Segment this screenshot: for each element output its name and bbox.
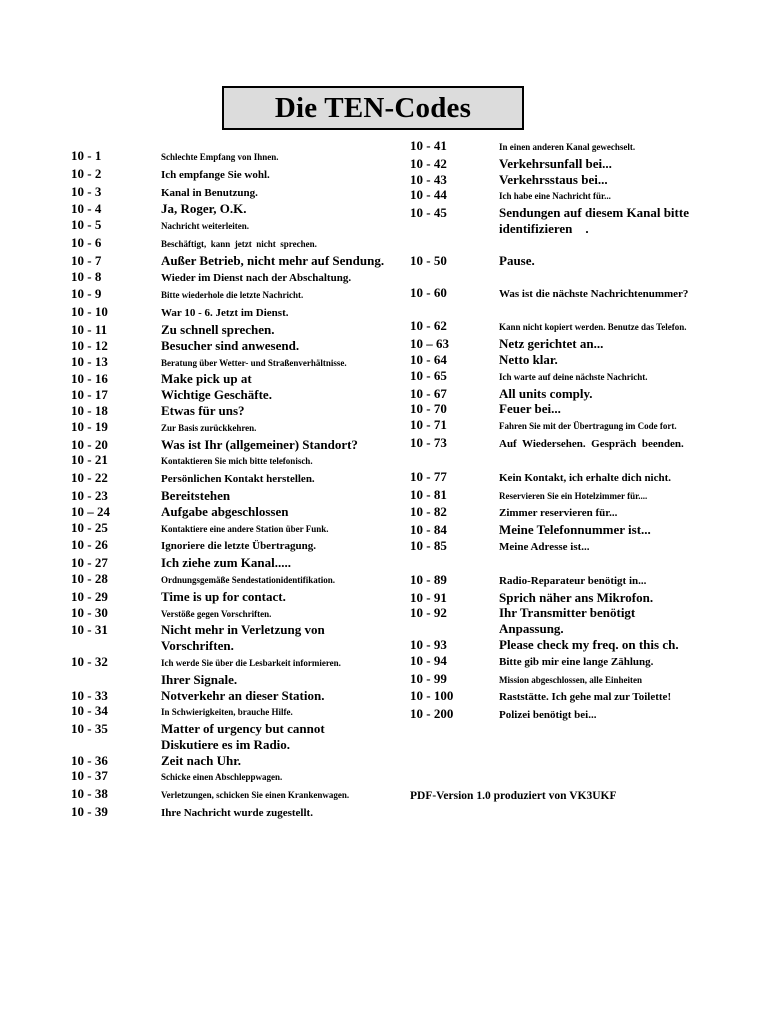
code-number: 10 - 64 <box>410 351 447 367</box>
code-row <box>71 217 401 235</box>
code-number: 10 - 17 <box>71 387 108 403</box>
code-row <box>410 671 740 689</box>
code-row <box>410 156 740 172</box>
code-number: 10 - 6 <box>71 234 102 250</box>
code-description: Verkehrsstaus bei... <box>499 171 608 187</box>
code-description: Polizei benötigt bei... <box>499 709 597 722</box>
code-description: Vorschriften. <box>161 638 234 654</box>
code-row <box>410 435 740 453</box>
code-row <box>410 688 740 706</box>
code-row <box>410 572 740 590</box>
code-description: Ihrer Signale. <box>161 671 238 687</box>
code-description: Ich habe eine Nachricht für... <box>499 191 611 202</box>
code-row <box>71 338 401 354</box>
code-number: 10 - 93 <box>410 636 447 652</box>
code-row <box>410 138 740 156</box>
code-row <box>71 786 401 804</box>
code-description: Persönlichen Kontakt herstellen. <box>161 473 315 486</box>
code-row <box>71 571 401 589</box>
code-description: Bitte wiederhole die letzte Nachricht. <box>161 290 304 301</box>
code-number: 10 - 22 <box>71 470 108 486</box>
code-row <box>410 637 740 653</box>
code-row <box>71 269 401 287</box>
code-number: 10 - 94 <box>410 652 447 668</box>
code-description: Netto klar. <box>499 351 558 367</box>
code-row <box>410 487 740 505</box>
code-number: 10 - 31 <box>71 622 108 638</box>
code-description: Ja, Roger, O.K. <box>161 201 247 217</box>
code-description: Meine Adresse ist... <box>499 540 590 553</box>
code-number: 10 - 20 <box>71 436 108 452</box>
code-description: Mission abgeschlossen, alle Einheiten <box>499 674 643 685</box>
code-row <box>71 804 401 822</box>
code-description: Ich werde Sie über die Lesbarkeit informieren. <box>161 657 341 668</box>
code-row <box>410 285 740 303</box>
code-description: Kanal in Benutzung. <box>161 186 258 199</box>
code-number: 10 - 16 <box>71 371 108 387</box>
code-number: 10 - 82 <box>410 504 447 520</box>
code-number: 10 - 84 <box>410 522 447 538</box>
code-description: Schlechte Empfang von Ihnen. <box>161 152 279 162</box>
code-description: Radio-Reparateur benötigt in... <box>499 574 647 587</box>
code-number: 10 - 43 <box>410 171 447 187</box>
code-description: Besucher sind anwesend. <box>161 337 300 353</box>
code-row <box>71 184 401 202</box>
code-number: 10 - 36 <box>71 752 108 768</box>
code-row <box>410 318 740 336</box>
code-row <box>71 737 401 753</box>
code-description: Please check my freq. on this ch. <box>499 636 679 652</box>
code-number: 10 - 89 <box>410 571 447 587</box>
code-number: 10 - 200 <box>410 706 454 722</box>
code-number: 10 - 28 <box>71 570 108 586</box>
code-row <box>71 387 401 403</box>
code-number: 10 - 60 <box>410 284 447 300</box>
code-number: 10 - 42 <box>410 155 447 171</box>
code-row <box>71 703 401 721</box>
code-description: Zeit nach Uhr. <box>161 752 242 768</box>
code-row <box>410 187 740 205</box>
code-row <box>410 706 740 724</box>
code-row <box>71 437 401 453</box>
code-description: Diskutiere es im Radio. <box>161 736 291 752</box>
code-row <box>71 537 401 555</box>
code-description: Was ist die nächste Nachrichtenummer? <box>499 287 689 300</box>
code-description: identifizieren . <box>499 220 589 236</box>
code-row <box>410 205 740 221</box>
code-row <box>410 417 740 435</box>
list-spacer <box>410 269 740 285</box>
code-description: Ich warte auf deine nächste Nachricht. <box>499 371 648 382</box>
list-spacer <box>410 453 740 469</box>
code-description: Ich ziehe zum Kanal..... <box>161 555 291 571</box>
code-description: Raststätte. Ich gehe mal zur Toilette! <box>499 691 672 704</box>
code-number: 10 – 24 <box>71 503 110 519</box>
code-row <box>71 304 401 322</box>
code-row <box>410 590 740 606</box>
code-number: 10 - 45 <box>410 205 447 221</box>
code-row <box>71 322 401 338</box>
page-title: Die TEN-Codes <box>274 91 472 124</box>
code-number: 10 - 12 <box>71 337 108 353</box>
code-row <box>71 753 401 769</box>
code-number: 10 - 32 <box>71 653 108 669</box>
code-description: Was ist Ihr (allgemeiner) Standort? <box>161 436 358 452</box>
code-row <box>410 621 740 637</box>
code-number: 10 - 3 <box>71 183 102 199</box>
code-row <box>410 352 740 368</box>
code-description: Beschäftigt, kann jetzt nicht sprechen. <box>161 238 317 249</box>
code-number: 10 - 9 <box>71 286 102 302</box>
code-row <box>410 653 740 671</box>
code-description: Schicke einen Abschleppwagen. <box>161 772 283 783</box>
code-number: 10 - 99 <box>410 670 447 686</box>
code-number: 10 - 50 <box>410 252 447 268</box>
code-row <box>71 403 401 419</box>
list-spacer <box>410 237 740 253</box>
code-number: 10 - 77 <box>410 468 447 484</box>
code-row <box>410 538 740 556</box>
code-number: 10 - 81 <box>410 486 447 502</box>
code-row <box>410 336 740 352</box>
code-description: Zu schnell sprechen. <box>161 321 275 337</box>
code-description: Kontaktieren Sie mich bitte telefonisch. <box>161 456 313 467</box>
code-description: Aufgabe abgeschlossen <box>161 503 289 519</box>
code-description: Wieder im Dienst nach der Abschaltung. <box>161 271 352 284</box>
code-number: 10 - 70 <box>410 401 447 417</box>
code-description: Sendungen auf diesem Kanal bitte <box>499 205 689 221</box>
code-description: In Schwierigkeiten, brauche Hilfe. <box>161 707 293 718</box>
code-row <box>410 253 740 269</box>
code-number: 10 - 4 <box>71 201 102 217</box>
code-number: 10 - 37 <box>71 768 108 784</box>
code-description: Verletzungen, schicken Sie einen Krankenwagen. <box>161 790 350 801</box>
code-number: 10 - 92 <box>410 605 447 621</box>
code-description: Auf Wiedersehen. Gespräch beenden. <box>499 437 684 450</box>
code-row <box>71 371 401 387</box>
code-row <box>71 589 401 605</box>
code-number: 10 - 41 <box>410 138 447 153</box>
code-description: Nicht mehr in Verletzung von <box>161 622 325 638</box>
code-row <box>71 688 401 704</box>
code-number: 10 - 34 <box>71 703 108 719</box>
list-spacer <box>410 556 740 572</box>
code-row <box>71 148 401 166</box>
code-number: 10 - 44 <box>410 187 447 203</box>
code-row <box>71 504 401 520</box>
code-row <box>71 638 401 654</box>
code-description: Anpassung. <box>499 621 564 637</box>
code-description: Etwas für uns? <box>161 402 245 418</box>
code-row <box>71 286 401 304</box>
right-code-list <box>410 138 740 724</box>
code-description: Zur Basis zurückkehren. <box>161 422 257 433</box>
code-number: 10 - 25 <box>71 519 108 535</box>
code-row <box>410 386 740 402</box>
code-row <box>71 452 401 470</box>
code-row <box>410 469 740 487</box>
code-description: Fahren Sie mit der Übertragung im Code fort. <box>499 421 677 432</box>
code-description: Kontaktiere eine andere Station über Funk. <box>161 523 329 534</box>
code-description: Außer Betrieb, nicht mehr auf Sendung. <box>161 252 385 268</box>
code-description: Ordnungsgemäße Sendestationidentifikation. <box>161 574 336 585</box>
code-description: Matter of urgency but cannot <box>161 721 325 737</box>
code-description: In einen anderen Kanal gewechselt. <box>499 142 636 152</box>
code-row <box>410 368 740 386</box>
code-description: Time is up for contact. <box>161 588 286 604</box>
code-row <box>71 166 401 184</box>
code-description: Bitte gib mir eine lange Zählung. <box>499 655 654 668</box>
code-row <box>71 419 401 437</box>
code-description: Ihre Nachricht wurde zugestellt. <box>161 807 313 820</box>
code-description: Meine Telefonnummer ist... <box>499 522 651 538</box>
code-number: 10 - 67 <box>410 385 447 401</box>
code-description: War 10 - 6. Jetzt im Dienst. <box>161 307 289 320</box>
code-number: 10 - 13 <box>71 353 108 369</box>
code-description: Ignoriere die letzte Übertragung. <box>161 540 316 553</box>
code-description: Make pick up at <box>161 371 252 387</box>
code-row <box>71 555 401 571</box>
code-description: Verstöße gegen Vorschriften. <box>161 608 272 619</box>
code-description: All units comply. <box>499 385 593 401</box>
code-description: Feuer bei... <box>499 401 561 417</box>
code-number: 10 - 62 <box>410 318 447 334</box>
code-row <box>71 654 401 672</box>
list-spacer <box>410 302 740 318</box>
code-number: 10 - 35 <box>71 721 108 737</box>
code-row <box>410 401 740 417</box>
code-number: 10 - 29 <box>71 588 108 604</box>
code-number: 10 - 23 <box>71 487 108 503</box>
code-number: 10 - 5 <box>71 217 102 233</box>
code-number: 10 - 19 <box>71 418 108 434</box>
code-row <box>71 768 401 786</box>
code-row <box>410 522 740 538</box>
code-description: Kann nicht kopiert werden. Benutze das Telefon. <box>499 322 687 333</box>
code-number: 10 - 1 <box>71 148 102 163</box>
code-row <box>71 488 401 504</box>
code-row <box>410 504 740 522</box>
code-number: 10 - 21 <box>71 452 108 468</box>
code-number: 10 - 26 <box>71 537 108 553</box>
code-number: 10 – 63 <box>410 336 449 352</box>
code-description: Pause. <box>499 252 535 268</box>
code-description: Bereitstehen <box>161 487 231 503</box>
code-description: Wichtige Geschäfte. <box>161 387 272 403</box>
code-description: Ich empfange Sie wohl. <box>161 168 270 181</box>
code-row <box>71 470 401 488</box>
code-description: Verkehrsunfall bei... <box>499 155 612 171</box>
code-row <box>71 201 401 217</box>
code-number: 10 - 18 <box>71 402 108 418</box>
code-row <box>410 172 740 188</box>
code-description: Notverkehr an dieser Station. <box>161 687 325 703</box>
code-number: 10 - 27 <box>71 555 108 571</box>
code-description: Kein Kontakt, ich erhalte dich nicht. <box>499 471 672 484</box>
code-number: 10 - 85 <box>410 537 447 553</box>
code-row <box>71 605 401 623</box>
code-number: 10 - 38 <box>71 786 108 802</box>
code-number: 10 - 33 <box>71 687 108 703</box>
code-row <box>71 672 401 688</box>
code-number: 10 - 30 <box>71 604 108 620</box>
code-number: 10 - 11 <box>71 321 108 337</box>
code-row <box>71 354 401 372</box>
code-number: 10 - 2 <box>71 165 102 181</box>
code-description: Netz gerichtet an... <box>499 336 604 352</box>
code-row <box>71 520 401 538</box>
code-description: Reservieren Sie ein Hotelzimmer für.... <box>499 490 648 501</box>
code-number: 10 - 91 <box>410 589 447 605</box>
code-row <box>410 605 740 621</box>
code-description: Beratung über Wetter- und Straßenverhältnisse. <box>161 357 347 368</box>
code-number: 10 - 7 <box>71 252 102 268</box>
code-description: Zimmer reservieren für... <box>499 507 618 520</box>
code-description: Ihr Transmitter benötigt <box>499 605 636 621</box>
code-number: 10 - 71 <box>410 417 447 433</box>
code-row <box>71 721 401 737</box>
code-row <box>71 253 401 269</box>
code-number: 10 - 73 <box>410 434 447 450</box>
title-box <box>222 86 524 130</box>
code-number: 10 - 10 <box>71 304 108 320</box>
footer-note: PDF-Version 1.0 produziert von VK3UKF <box>410 790 617 802</box>
code-number: 10 - 39 <box>71 804 108 820</box>
code-row <box>71 622 401 638</box>
code-number: 10 - 100 <box>410 688 454 704</box>
code-description: Sprich näher ans Mikrofon. <box>499 589 654 605</box>
left-code-list <box>71 148 401 822</box>
code-number: 10 - 65 <box>410 367 447 383</box>
code-number: 10 - 8 <box>71 268 102 284</box>
code-row <box>410 221 740 237</box>
code-description: Nachricht weiterleiten. <box>161 221 249 232</box>
code-row <box>71 235 401 253</box>
